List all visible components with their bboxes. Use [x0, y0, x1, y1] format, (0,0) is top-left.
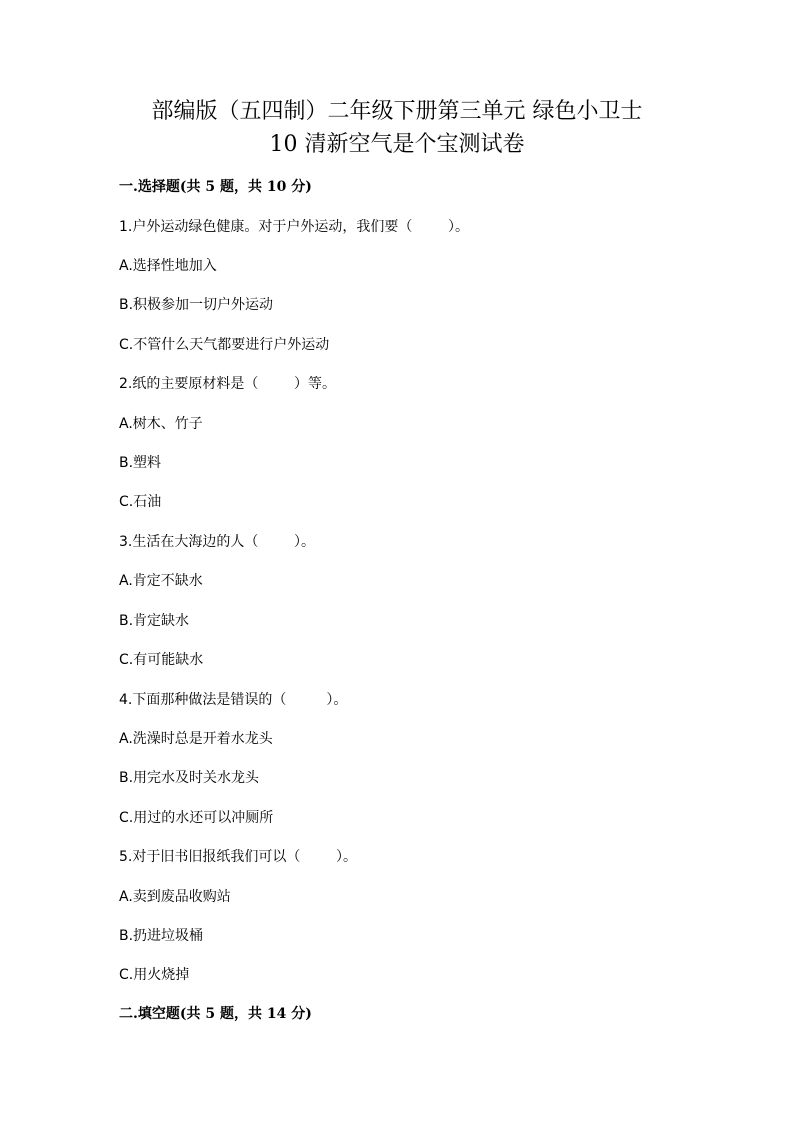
- question-2-option-b: B.塑料: [119, 455, 162, 471]
- question-3-stem: 3.生活在大海边的人（ ）。: [119, 534, 315, 550]
- question-2-option-a: A.树木、竹子: [119, 416, 203, 432]
- question-1-option-b: B.积极参加一切户外运动: [119, 297, 274, 313]
- question-4-stem: 4.下面那种做法是错误的（ ）。: [119, 692, 348, 708]
- exam-title-line1: 部编版（五四制）二年级下册第三单元 绿色小卫士: [151, 99, 643, 124]
- question-4-option-b: B.用完水及时关水龙头: [119, 770, 260, 786]
- question-5-option-b: B.扔进垃圾桶: [119, 928, 204, 944]
- question-3-option-c: C.有可能缺水: [119, 652, 204, 668]
- exam-title-line2: 10 清新空气是个宝测试卷: [269, 132, 525, 157]
- section-heading-multiple-choice: 一.选择题(共 5 题，共 10 分): [119, 179, 312, 195]
- question-4-option-a: A.洗澡时总是开着水龙头: [119, 731, 273, 747]
- section-heading-fill-in-blank: 二.填空题(共 5 题，共 14 分): [119, 1006, 312, 1022]
- question-1-stem: 1.户外运动绿色健康。对于户外运动，我们要（ ）。: [119, 219, 469, 235]
- question-5-option-a: A.卖到废品收购站: [119, 889, 231, 905]
- question-3-option-b: B.肯定缺水: [119, 613, 190, 629]
- question-4-option-c: C.用过的水还可以冲厕所: [119, 810, 274, 826]
- question-1-option-c: C.不管什么天气都要进行户外运动: [119, 337, 330, 353]
- question-3-option-a: A.肯定不缺水: [119, 573, 203, 589]
- question-2-option-c: C.石油: [119, 494, 162, 510]
- question-5-stem: 5.对于旧书旧报纸我们可以（ ）。: [119, 849, 357, 865]
- question-1-option-a: A.选择性地加入: [119, 258, 217, 274]
- question-5-option-c: C.用火烧掉: [119, 967, 190, 983]
- question-2-stem: 2.纸的主要原材料是（ ）等。: [119, 376, 336, 392]
